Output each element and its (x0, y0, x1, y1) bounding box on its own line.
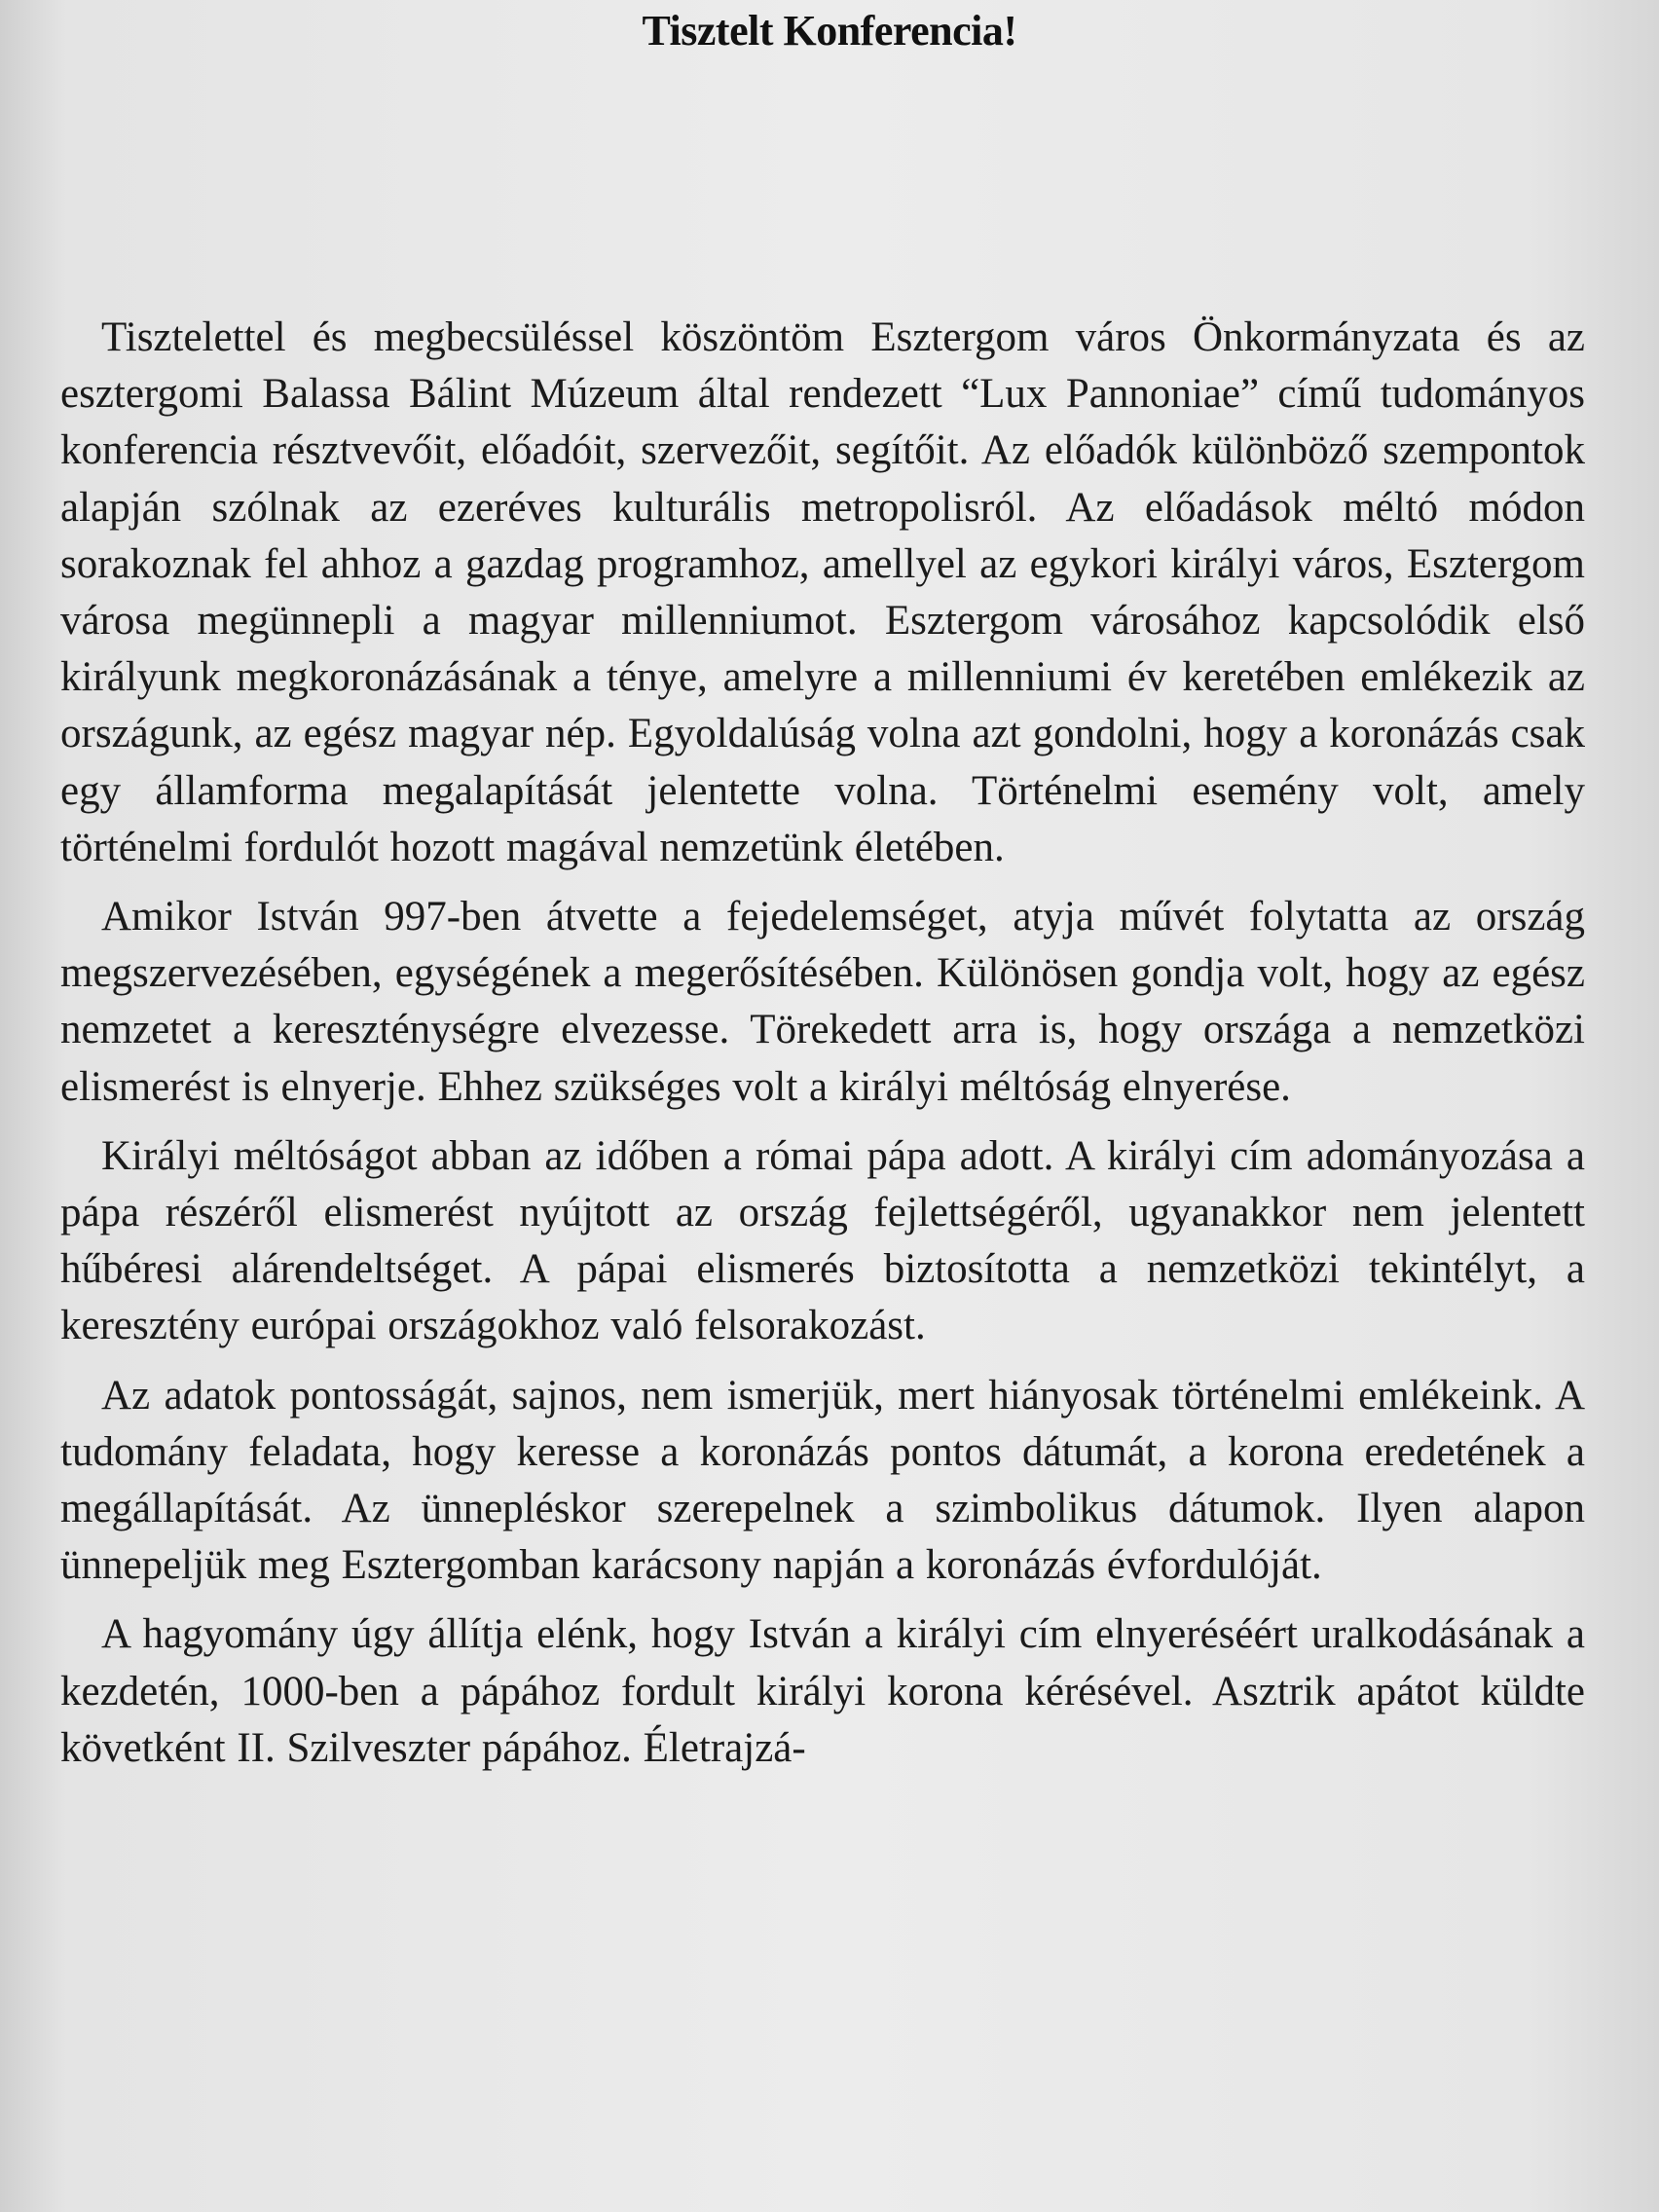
body-text (60, 310, 1585, 1789)
paragraph-3: Királyi méltóságot abban az időben a római pápa adott. A királyi cím adományozása a pápa részéről elismerést nyújtott az ország fejlettségéről, ugyanakkor nem jelentett hűbéresi alárendeltséget. A pápai elismerés biztosította a nemzetközi tekintélyt, a keresztény európai országokhoz való felsorakozást. (60, 1132, 1585, 1349)
paragraph-2: Amikor István 997-ben átvette a fejedelemséget, atyja művét folytatta az ország megszervezésében, egységének a megerősítésében. Különösen gondja volt, hogy az egész nemzetet a kereszténységre elvezesse. Törekedett arra is, hogy országa a nemzetközi elismerést is elnyerje. Ehhez szükséges volt a királyi méltóság elnyerése. (60, 894, 1585, 1110)
paragraph-4: Az adatok pontosságát, sajnos, nem ismerjük, mert hiányosak történelmi emlékeink. A tudomány feladata, hogy keresse a koronázás pontos dátumát, a korona eredetének a megállapítását. Az ünnepléskor szerepelnek a szimbolikus dátumok. Ilyen alapon ünnepeljük meg Esztergomban karácsony napján a koronázás évfordulóját. (60, 1372, 1585, 1589)
paragraph-5: A hagyomány úgy állítja elénk, hogy István a királyi cím elnyeréséért uralkodásának a kezdetén, 1000-ben a pápához fordult királyi korona kérésével. Asztrik apátot küldte követként II. Szilveszter pápához. Életrajzá- (60, 1611, 1585, 1771)
paragraph-1: Tisztelettel és megbecsüléssel köszöntöm Esztergom város Önkormányzata és az esztergomi Balassa Bálint Múzeum által rendezett “Lux Pannoniae” című tudományos konferencia résztvevőit, előadóit, szervezőit, segítőit. Az előadók különböző szempontok alapján szólnak az ezeréves kulturális metropolisról. Az előadások méltó módon sorakoznak fel ahhoz a gazdag programhoz, amellyel az egykori királyi város, Esztergom városa megünnepli a magyar millenniumot. Esztergom városához kapcsolódik első királyunk megkoronázásának a ténye, amelyre a millenniumi év keretében emlékezik az országunk, az egész magyar nép. Egyoldalúság volna azt gondolni, hogy a koronázás csak egy államforma megalapítását jelentette volna. Történelmi esemény volt, amely történelmi fordulót hozott magával nemzetünk életében. (60, 314, 1585, 870)
page-title: Tisztelt Konferencia! (642, 7, 1017, 55)
